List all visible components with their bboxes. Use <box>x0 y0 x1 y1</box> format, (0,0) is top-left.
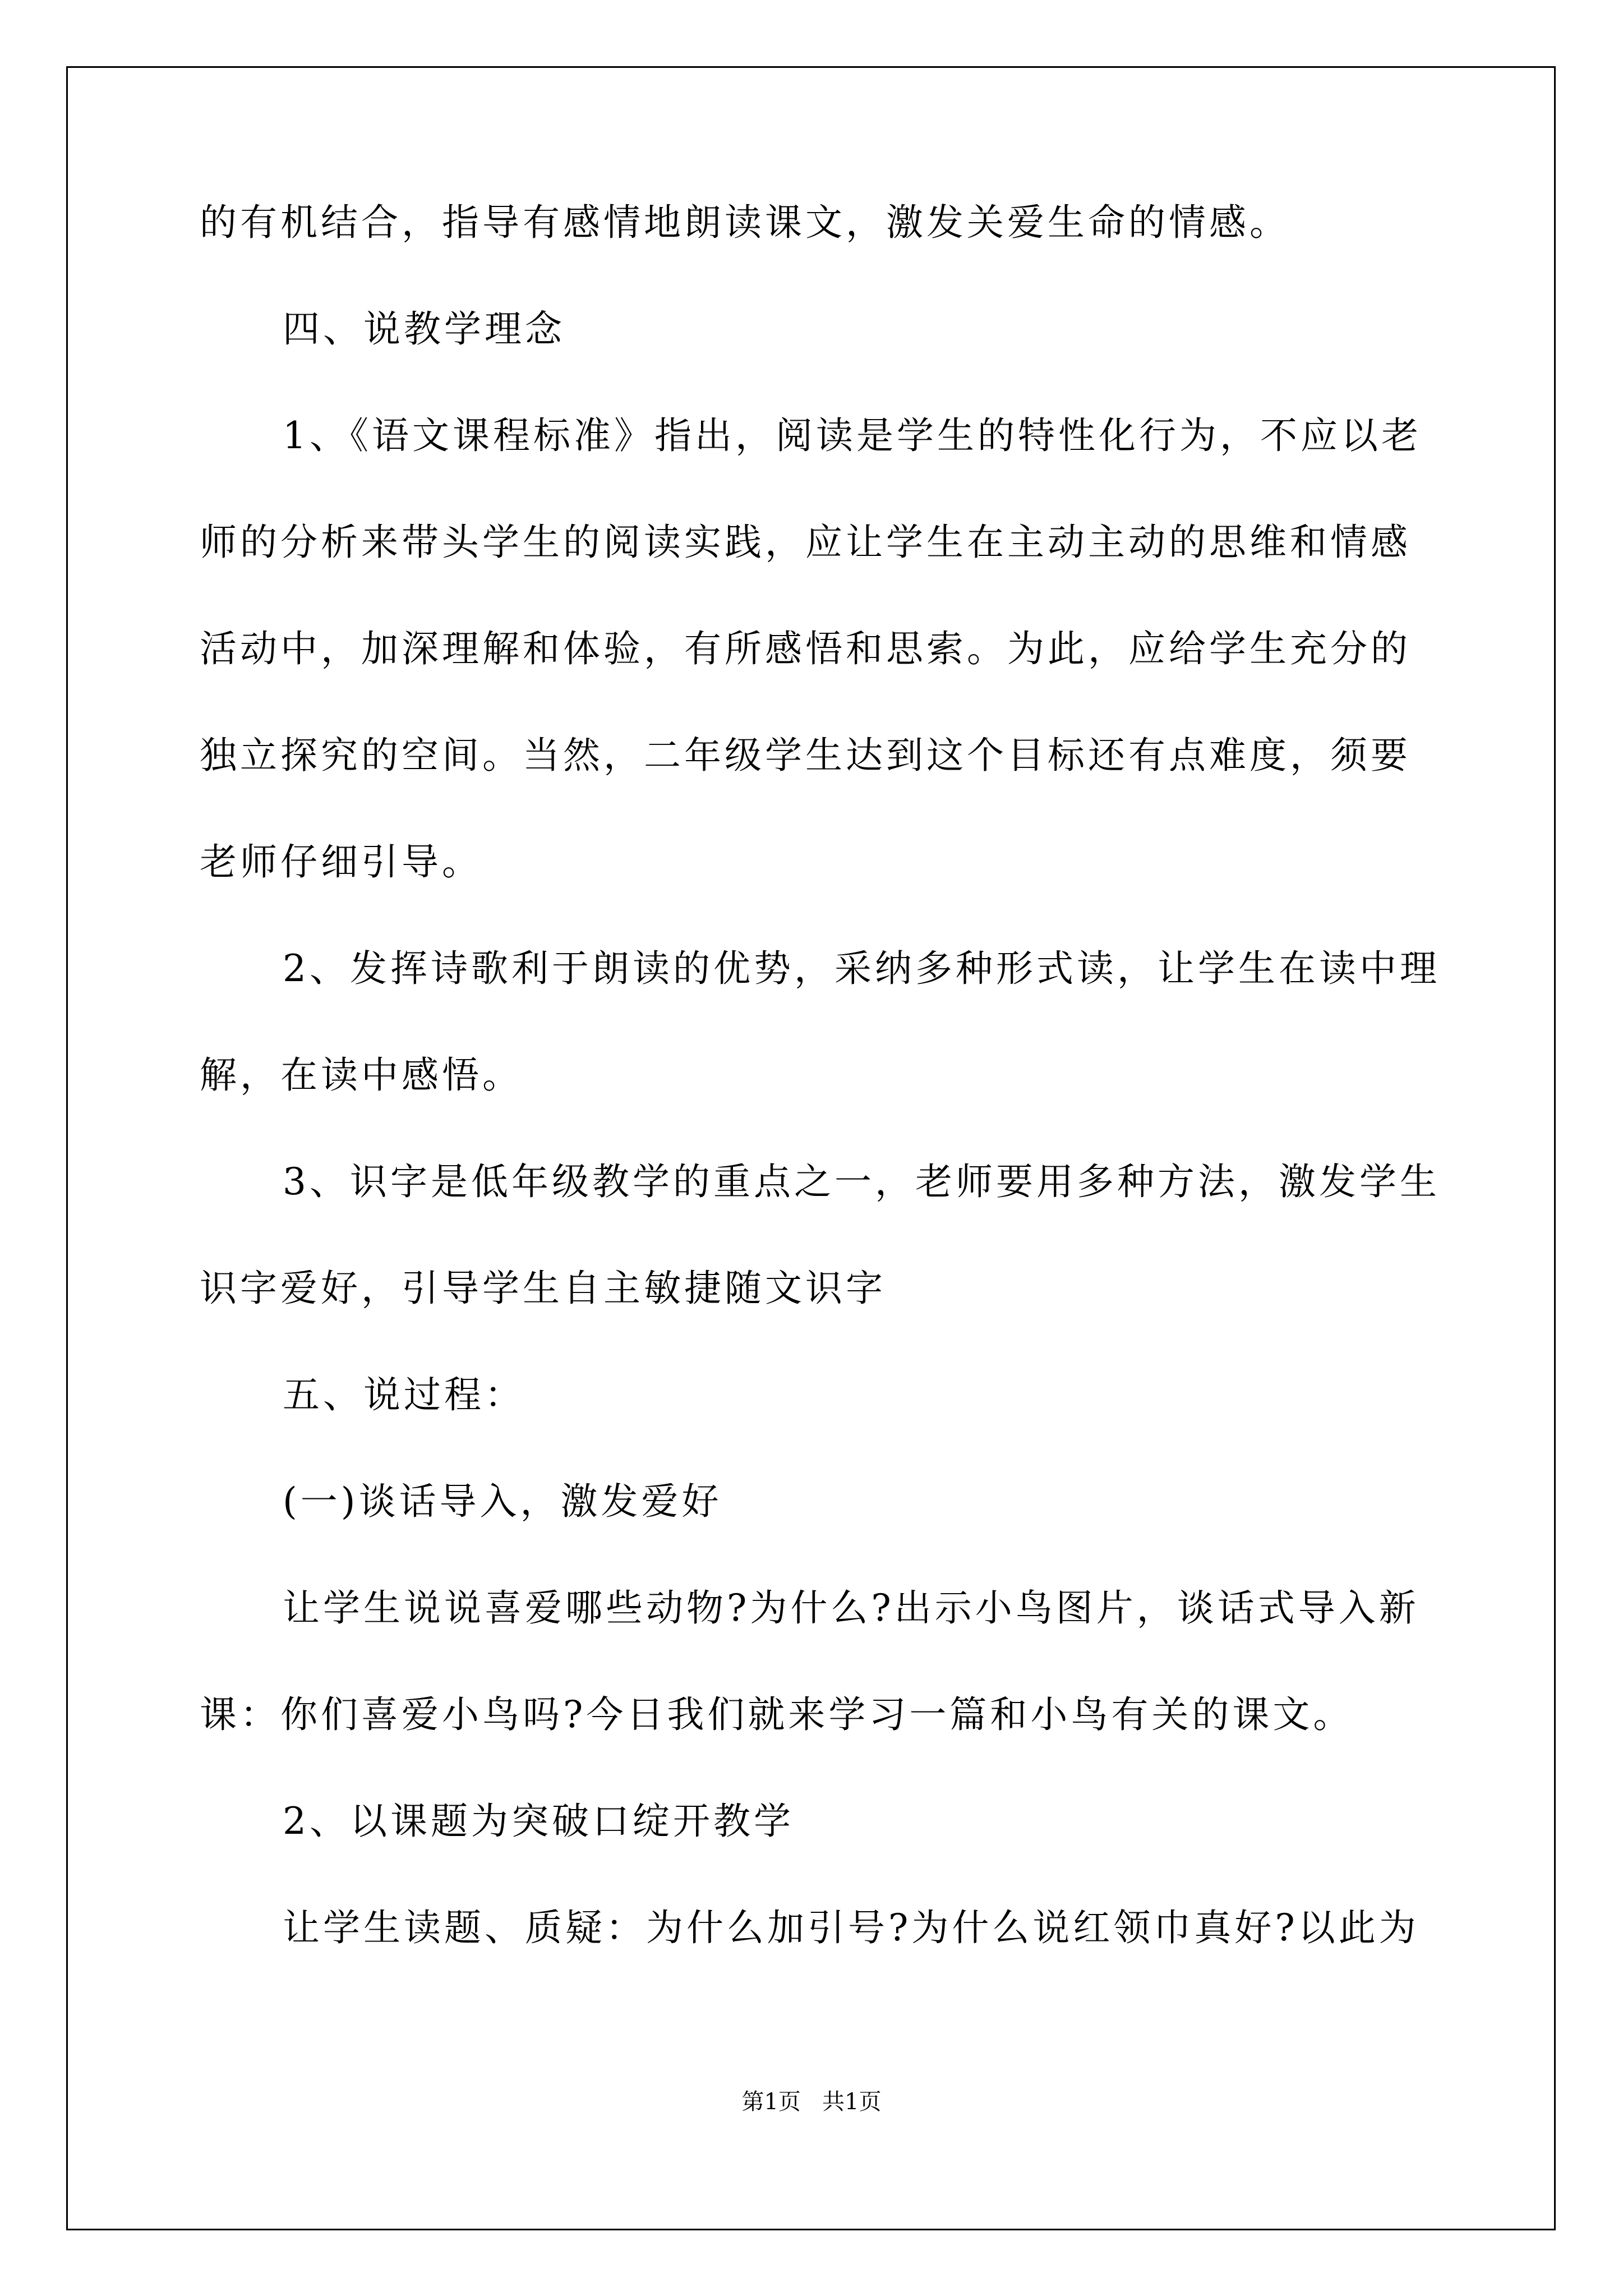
text-line: 3、识字是低年级教学的重点之一，老师要用多种方法，激发学生 <box>283 1160 1440 1203</box>
text-line: 1、《语文课程标准》指出，阅读是学生的特性化行为，不应以老 <box>283 414 1422 457</box>
section-heading: 五、说过程： <box>283 1373 525 1416</box>
page-footer: 第1页 共1页 <box>741 2089 882 2115</box>
text-line: 让学生说说喜爱哪些动物?为什么?出示小鸟图片，谈话式导入新 <box>283 1586 1419 1630</box>
text-line: 老师仔细引导。 <box>200 840 482 884</box>
text-line: 师的分析来带头学生的阅读实践，应让学生在主动主动的思维和情感 <box>200 521 1411 564</box>
section-heading: 四、说教学理念 <box>283 307 565 351</box>
subsection-heading: (一)谈话导入，激发爱好 <box>283 1480 722 1523</box>
text-line: 识字爱好，引导学生自主敏捷随文识字 <box>200 1267 886 1310</box>
text-line: 课：你们喜爱小鸟吗?今日我们就来学习一篇和小鸟有关的课文。 <box>200 1693 1354 1736</box>
text-line: 的有机结合，指导有感情地朗读课文，激发关爱生命的情感。 <box>200 201 1290 244</box>
text-line: 2、发挥诗歌利于朗读的优势，采纳多种形式读，让学生在读中理 <box>283 947 1440 990</box>
text-line: 解，在读中感悟。 <box>200 1053 523 1097</box>
text-line: 独立探究的空间。当然，二年级学生达到这个目标还有点难度，须要 <box>200 734 1411 777</box>
text-line: 让学生读题、质疑：为什么加引号?为什么说红领巾真好?以此为 <box>283 1906 1419 1949</box>
text-line: 活动中，加深理解和体验，有所感悟和思索。为此，应给学生充分的 <box>200 627 1411 670</box>
subsection-heading: 2、以课题为突破口绽开教学 <box>283 1800 794 1843</box>
